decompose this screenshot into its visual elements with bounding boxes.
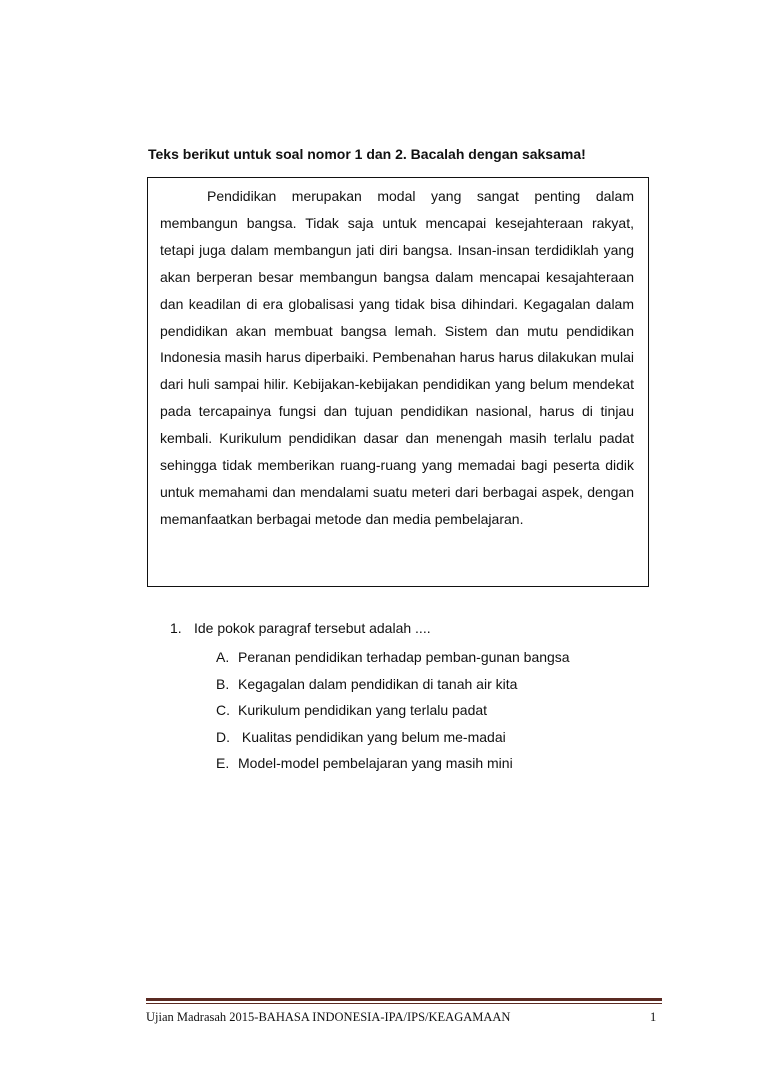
question-stem: Ide pokok paragraf tersebut adalah ....: [194, 620, 431, 636]
option-letter: B.: [216, 675, 230, 692]
answer-option-e: [216, 753, 570, 780]
passage-box: [147, 177, 649, 587]
option-text: Kualitas pendidikan yang belum me-madai: [238, 728, 506, 745]
answer-option-c: [216, 700, 570, 727]
option-letter: E.: [216, 755, 230, 771]
answer-option-a: [216, 647, 570, 674]
answer-options: [216, 647, 570, 780]
question-stem-line: [170, 620, 431, 636]
footer-divider-thick: [146, 998, 662, 1001]
option-text: Kegagalan dalam pendidikan di tanah air kita: [238, 675, 518, 692]
page-number: 1: [650, 1010, 657, 1024]
answer-option-b: [216, 674, 570, 701]
option-letter: C.: [216, 702, 230, 718]
passage-instruction-heading: Teks berikut untuk soal nomor 1 dan 2. Bacalah dengan saksama!: [148, 146, 586, 162]
footer-exam-title: Ujian Madrasah 2015-BAHASA INDONESIA-IPA/IPS/KEAGAMAAN: [146, 1010, 511, 1024]
option-letter: A.: [216, 649, 230, 665]
option-text: Model-model pembelajaran yang masih mini: [238, 755, 513, 771]
answer-option-d: [216, 727, 570, 754]
question-number: 1.: [170, 620, 182, 636]
footer-divider-thin: [146, 1003, 662, 1004]
option-text: Kurikulum pendidikan yang terlalu padat: [238, 702, 488, 718]
option-letter: D.: [216, 728, 230, 745]
option-text: Peranan pendidikan terhadap pemban-gunan bangsa: [238, 649, 570, 665]
passage-text: Pendidikan merupakan modal yang sangat penting dalam membangun bangsa. Tidak saja untuk mencapai kesejahteraan rakyat, tetapi juga dalam membangun jati diri bangsa. Insan-insan terdidiklah yang akan berperan besar membangun bangsa dalam mencapai kesajahteraan dan keadilan di era globalisasi yang tidak bisa dihindari. Kegagalan dalam pendidikan akan membuat bangsa lemah. Sistem dan mutu pendidikan Indonesia masih harus diperbaiki. Pembenahan harus harus dilakukan mulai dari huli sampai hilir. Kebijakan-kebijakan pendidikan yang belum mendekat pada tercapainya fungsi dan tujuan pendidikan nasional, harus di tinjau kembali. Kurikulum pendidikan dasar dan menengah masih terlalu padat sehingga tidak memberikan ruang-ruang yang memadai bagi peserta didik untuk memahami dan mendalami suatu meteri dari berbagai aspek, dengan memanfaatkan berbagai metode dan media pembelajaran.: [160, 188, 634, 527]
